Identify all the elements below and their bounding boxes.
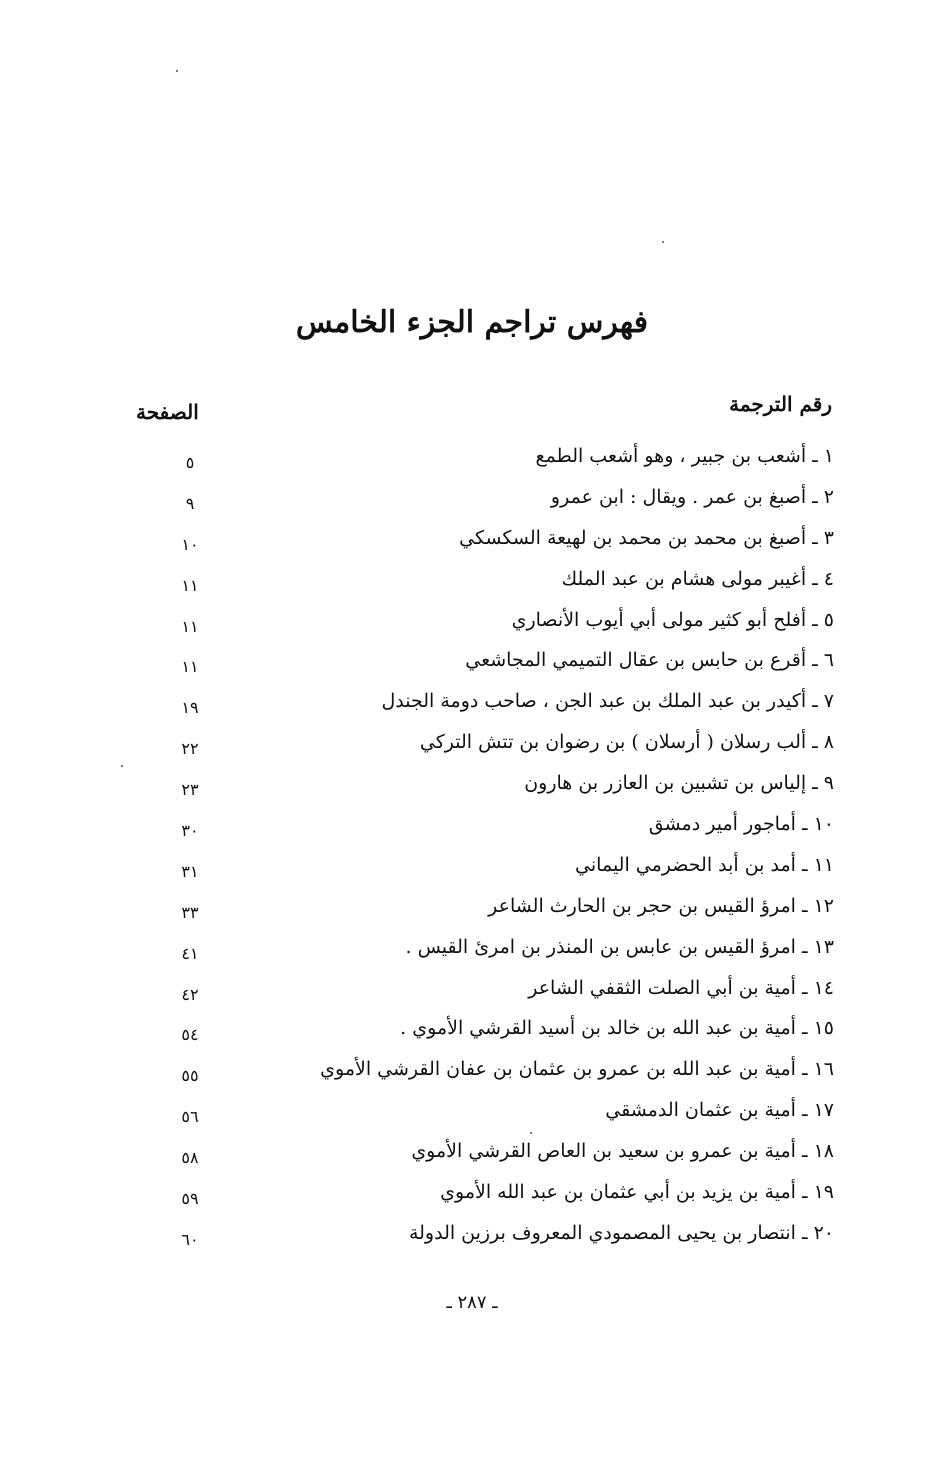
entry-page-number: ١١: [181, 575, 199, 595]
entry-title: ١٣ ـ امرؤ القيس بن عابس بن المنذر بن امرئ القيس .: [405, 935, 834, 958]
entry-number-header: رقم الترجمة: [729, 392, 832, 416]
index-entry: [0, 977, 944, 1018]
entry-page-number: ٥٤: [181, 1025, 199, 1045]
entry-page-number: ١٩: [181, 698, 199, 718]
scan-speck: [530, 1132, 532, 1134]
entry-page-number: ٤١: [181, 943, 199, 963]
index-entry: [0, 568, 944, 609]
entry-title: ١٧ ـ أمية بن عثمان الدمشقي: [605, 1099, 834, 1122]
entry-page-number: ٩: [185, 493, 195, 513]
entry-page-number: ١١: [181, 657, 199, 677]
entry-page-number: ٤٢: [181, 984, 199, 1004]
entry-page-number: ٥٥: [181, 1066, 199, 1086]
page-number-footer: ـ ٢٨٧ ـ: [446, 1292, 498, 1313]
entry-page-number: ٦٠: [181, 1229, 199, 1249]
entry-title: ٣ ـ أصبغ بن محمد بن محمد بن لهيعة السكسكي: [459, 526, 834, 549]
index-entry: [0, 1140, 944, 1181]
entry-page-number: ٥٩: [181, 1189, 199, 1209]
entry-title: ١٨ ـ أمية بن عمرو بن سعيد بن العاص القرشي الأموي: [411, 1140, 834, 1163]
index-entry: [0, 731, 944, 772]
entry-title: ١٩ ـ أمية بن يزيد بن أبي عثمان بن عبد الله الأموي: [440, 1181, 834, 1204]
entry-title: ١٥ ـ أمية بن عبد الله بن خالد بن أسيد القرشي الأموي .: [400, 1017, 834, 1040]
index-entry: [0, 1017, 944, 1058]
entry-page-number: ٣٠: [181, 821, 199, 841]
index-list: [0, 445, 944, 1263]
entry-page-number: ٣٣: [181, 902, 199, 922]
index-entry: [0, 936, 944, 977]
page-number-header: الصفحة: [136, 400, 199, 424]
entry-title: ١١ ـ أمد بن أبد الحضرمي اليماني: [575, 853, 834, 876]
index-entry: [0, 649, 944, 690]
scan-speck: [176, 70, 178, 72]
entry-title: ٧ ـ أكيدر بن عبد الملك بن عبد الجن ، صاحب دومة الجندل: [381, 690, 834, 713]
index-entry: [0, 1222, 944, 1263]
scan-speck: [121, 765, 123, 767]
entry-title: ٥ ـ أفلح أبو كثير مولى أبي أيوب الأنصاري: [511, 608, 834, 631]
entry-page-number: ١١: [181, 616, 199, 636]
index-entry: [0, 690, 944, 731]
entry-title: ١٠ ـ أماجور أمير دمشق: [648, 813, 834, 836]
entry-page-number: ٢٢: [181, 739, 199, 759]
entry-page-number: ١٠: [181, 534, 199, 554]
entry-title: ٨ ـ ألب رسلان ( أرسلان ) بن رضوان بن تتش التركي: [419, 731, 834, 754]
entry-page-number: ٢٣: [181, 780, 199, 800]
page-title: فهرس تراجم الجزء الخامس: [295, 305, 649, 340]
entry-page-number: ٥٨: [181, 1148, 199, 1168]
entry-title: ٢٠ ـ انتصار بن يحيى المصمودي المعروف برزين الدولة: [408, 1221, 834, 1244]
entry-title: ٢ ـ أصبغ بن عمر . ويقال : ابن عمرو: [550, 485, 834, 508]
entry-title: ١ ـ أشعب بن جبير ، وهو أشعب الطمع: [535, 445, 834, 467]
index-entry: [0, 527, 944, 568]
scan-speck: [662, 241, 664, 243]
entry-page-number: ٣١: [181, 861, 199, 881]
index-entry: [0, 609, 944, 650]
entry-title: ١٤ ـ أمية بن أبي الصلت الثقفي الشاعر: [528, 976, 834, 999]
index-entry: [0, 1099, 944, 1140]
index-entry: [0, 486, 944, 527]
entry-title: ٤ ـ أغيبر مولى هشام بن عبد الملك: [561, 567, 834, 590]
entry-page-number: ٥٦: [181, 1107, 199, 1127]
index-entry: [0, 772, 944, 813]
entry-title: ١٢ ـ امرؤ القيس بن حجر بن الحارث الشاعر: [488, 894, 834, 917]
index-entry: [0, 895, 944, 936]
index-entry: [0, 445, 944, 486]
entry-title: ٦ ـ أقرع بن حابس بن عقال التميمي المجاشعي: [465, 649, 834, 672]
entry-title: ١٦ ـ أمية بن عبد الله بن عمرو بن عثمان بن عفان القرشي الأموي: [320, 1058, 834, 1081]
index-entry: [0, 854, 944, 895]
index-entry: [0, 1058, 944, 1099]
index-entry: [0, 813, 944, 854]
entry-title: ٩ ـ إلياس بن تشبين بن العازر بن هارون: [524, 772, 834, 795]
entry-page-number: ٥: [185, 453, 195, 472]
index-entry: [0, 1181, 944, 1222]
